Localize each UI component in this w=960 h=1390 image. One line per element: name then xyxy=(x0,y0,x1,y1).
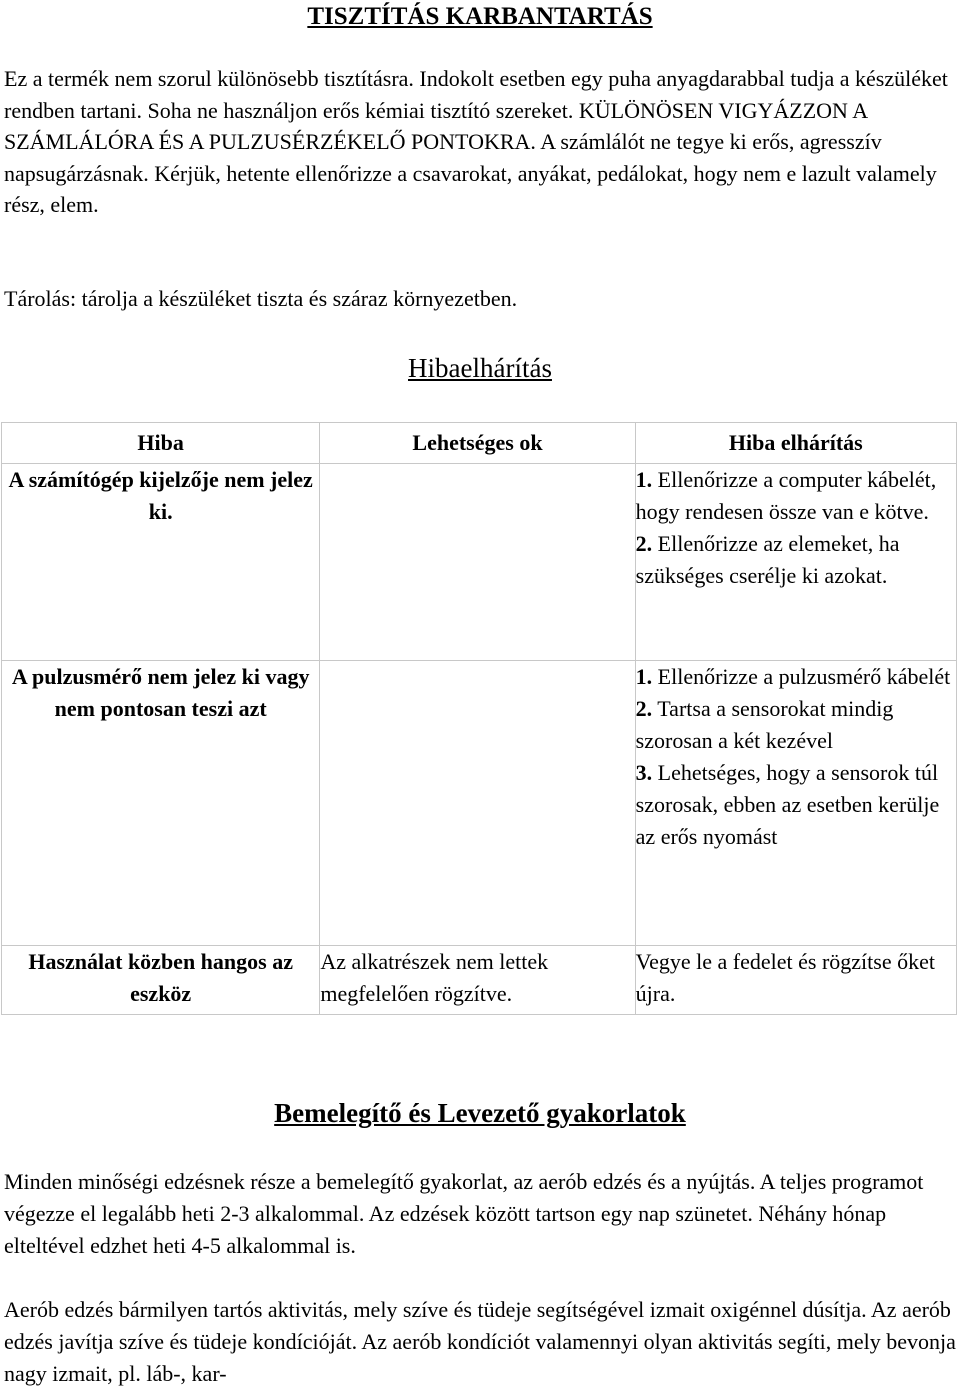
header-fix: Hiba elhárítás xyxy=(635,423,956,464)
cause-cell xyxy=(320,464,635,661)
step-number: 3. xyxy=(635,760,653,785)
problem-cell: A számítógép kijelzője nem jelez ki. xyxy=(2,464,320,661)
step-number: 2. xyxy=(635,531,653,556)
step-text: Vegye le a fedelet és rögzítse őket újra. xyxy=(635,949,935,1006)
step-number: 1. xyxy=(635,664,653,689)
cause-cell xyxy=(320,661,635,946)
fix-cell xyxy=(635,464,956,661)
troubleshooting-table xyxy=(1,422,957,1015)
exercise-paragraph-1: Minden minőségi edzésnek része a bemelegítő gyakorlat, az aerób edzés és a nyújtás. A teljes programot végezze el legalább heti 2-3 alkalommal. Az edzések között tartson egy nap szünetet. Néhány hónap elteltével edzhet heti 4-5 alkalommal is. xyxy=(4,1169,924,1258)
intro-paragraph: Ez a termék nem szorul különösebb tisztításra. Indokolt esetben egy puha anyagdarabbal tudja a készüléket rendben tartani. Soha ne használjon erős kémiai tisztító szereket. KÜLÖNÖSEN VIGYÁZZON A SZÁMLÁLÓRA ÉS A PULZUSÉRZÉKELŐ PONTOKRA. A számlálót ne tegye ki erős, agresszív napsugárzásnak. Kérjük, hetente ellenőrizze a csavarokat, anyákat, pedálokat, hogy nem e lazult valamely rész, elem. xyxy=(4,66,948,218)
page-title: TISZTÍTÁS KARBANTARTÁS xyxy=(307,3,653,30)
fix-step xyxy=(636,946,956,1010)
fix-step xyxy=(636,757,956,853)
fix-step xyxy=(636,661,956,693)
header-problem: Hiba xyxy=(2,423,320,464)
table-row xyxy=(2,464,957,661)
problem-cell: A pulzusmérő nem jelez ki vagy nem pontosan teszi azt xyxy=(2,661,320,946)
step-text: Lehetséges, hogy a sensorok túl szorosak, ebben az esetben kerülje az erős nyomást xyxy=(635,760,940,849)
step-number: 1. xyxy=(635,467,653,492)
table-header-row xyxy=(2,423,957,464)
table-row xyxy=(2,946,957,1015)
step-text: Ellenőrizze az elemeket, ha szükséges cserélje ki azokat. xyxy=(635,531,900,588)
problem-cell: Használat közben hangos az eszköz xyxy=(2,946,320,1015)
exercise-paragraph-2: Aerób edzés bármilyen tartós aktivitás, mely szíve és tüdeje segítségével izmait oxigénnel dúsítja. Az aerób edzés javítja szíve és tüdeje kondícióját. Az aerób kondíciót valamennyi olyan aktivitás segíti, mely bevonja nagy izmait, pl. láb-, kar- xyxy=(4,1297,956,1386)
fix-cell xyxy=(635,661,956,946)
storage-paragraph: Tárolás: tárolja a készüléket tiszta és száraz környezetben. xyxy=(4,286,518,311)
step-text: Ellenőrizze a pulzusmérő kábelét xyxy=(652,664,951,689)
fix-step xyxy=(636,693,956,757)
fix-step xyxy=(636,464,956,528)
step-number: 2. xyxy=(635,696,653,721)
troubleshooting-heading: Hibaelhárítás xyxy=(408,353,552,383)
cause-cell: Az alkatrészek nem lettek megfelelően rögzítve. xyxy=(320,946,635,1015)
fix-cell xyxy=(635,946,956,1015)
fix-step xyxy=(636,528,956,592)
table-row xyxy=(2,661,957,946)
exercise-heading: Bemelegítő és Levezető gyakorlatok xyxy=(274,1098,686,1128)
step-text: Tartsa a sensorokat mindig szorosan a két kezével xyxy=(635,696,894,753)
header-cause: Lehetséges ok xyxy=(320,423,635,464)
step-text: Ellenőrizze a computer kábelét, hogy rendesen össze van e kötve. xyxy=(635,467,937,524)
